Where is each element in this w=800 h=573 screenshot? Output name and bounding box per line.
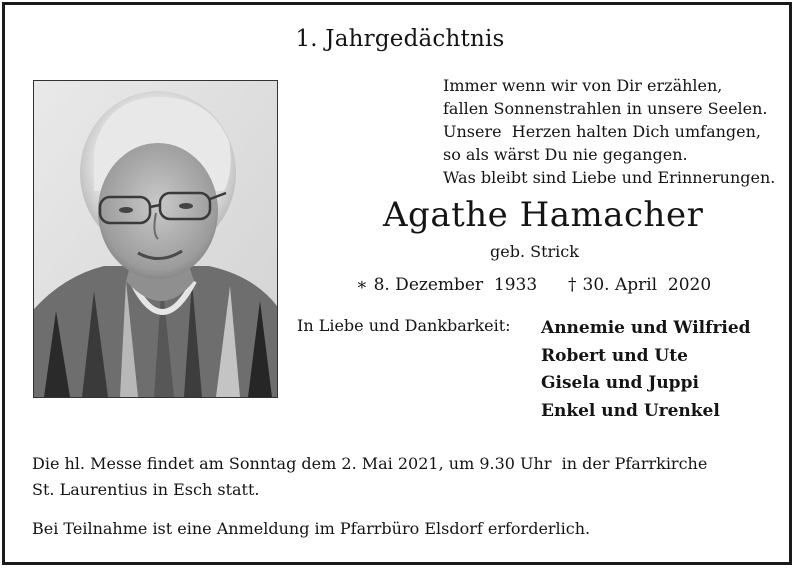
- poem-line: Unsere Herzen halten Dich umfangen,: [443, 122, 762, 141]
- portrait-image: [34, 81, 277, 397]
- family-list: [541, 315, 751, 425]
- registration-notice: Bei Teilnahme ist eine Anmeldung im Pfarrbüro Elsdorf erforderlich.: [32, 519, 591, 538]
- death-date-group: [568, 275, 711, 295]
- birth-date: 8. Dezember 1933: [373, 275, 538, 295]
- family-member: Gisela und Juppi: [541, 373, 699, 393]
- birth-date-group: [356, 275, 568, 295]
- poem-line: so als wärst Du nie gegangen.: [443, 145, 688, 164]
- portrait-photo: [33, 80, 278, 398]
- deceased-name: Agathe Hamacher: [383, 195, 704, 235]
- notice-heading: 1. Jahrgedächtnis: [295, 26, 505, 52]
- family-member: Robert und Ute: [541, 345, 688, 366]
- maiden-name: geb. Strick: [490, 242, 579, 261]
- death-cross-icon: †: [568, 275, 577, 295]
- family-member: Annemie und Wilfried: [541, 318, 751, 338]
- mass-notice-line: St. Laurentius in Esch statt.: [32, 480, 260, 499]
- death-date: 30. April 2020: [582, 275, 712, 295]
- life-dates: [356, 275, 711, 295]
- memorial-poem: [443, 74, 775, 189]
- thanks-label: In Liebe und Dankbarkeit:: [297, 316, 511, 335]
- birth-star-icon: ∗: [356, 275, 368, 295]
- mass-notice-line: Die hl. Messe findet am Sonntag dem 2. Mai 2021, um 9.30 Uhr in der Pfarrkirche: [32, 454, 708, 473]
- family-member: Enkel und Urenkel: [541, 400, 720, 421]
- poem-line: fallen Sonnenstrahlen in unsere Seelen.: [443, 99, 768, 118]
- poem-line: Immer wenn wir von Dir erzählen,: [443, 76, 723, 95]
- poem-line: Was bleibt sind Liebe und Erinnerungen.: [443, 168, 776, 187]
- notice-footer: [32, 451, 707, 542]
